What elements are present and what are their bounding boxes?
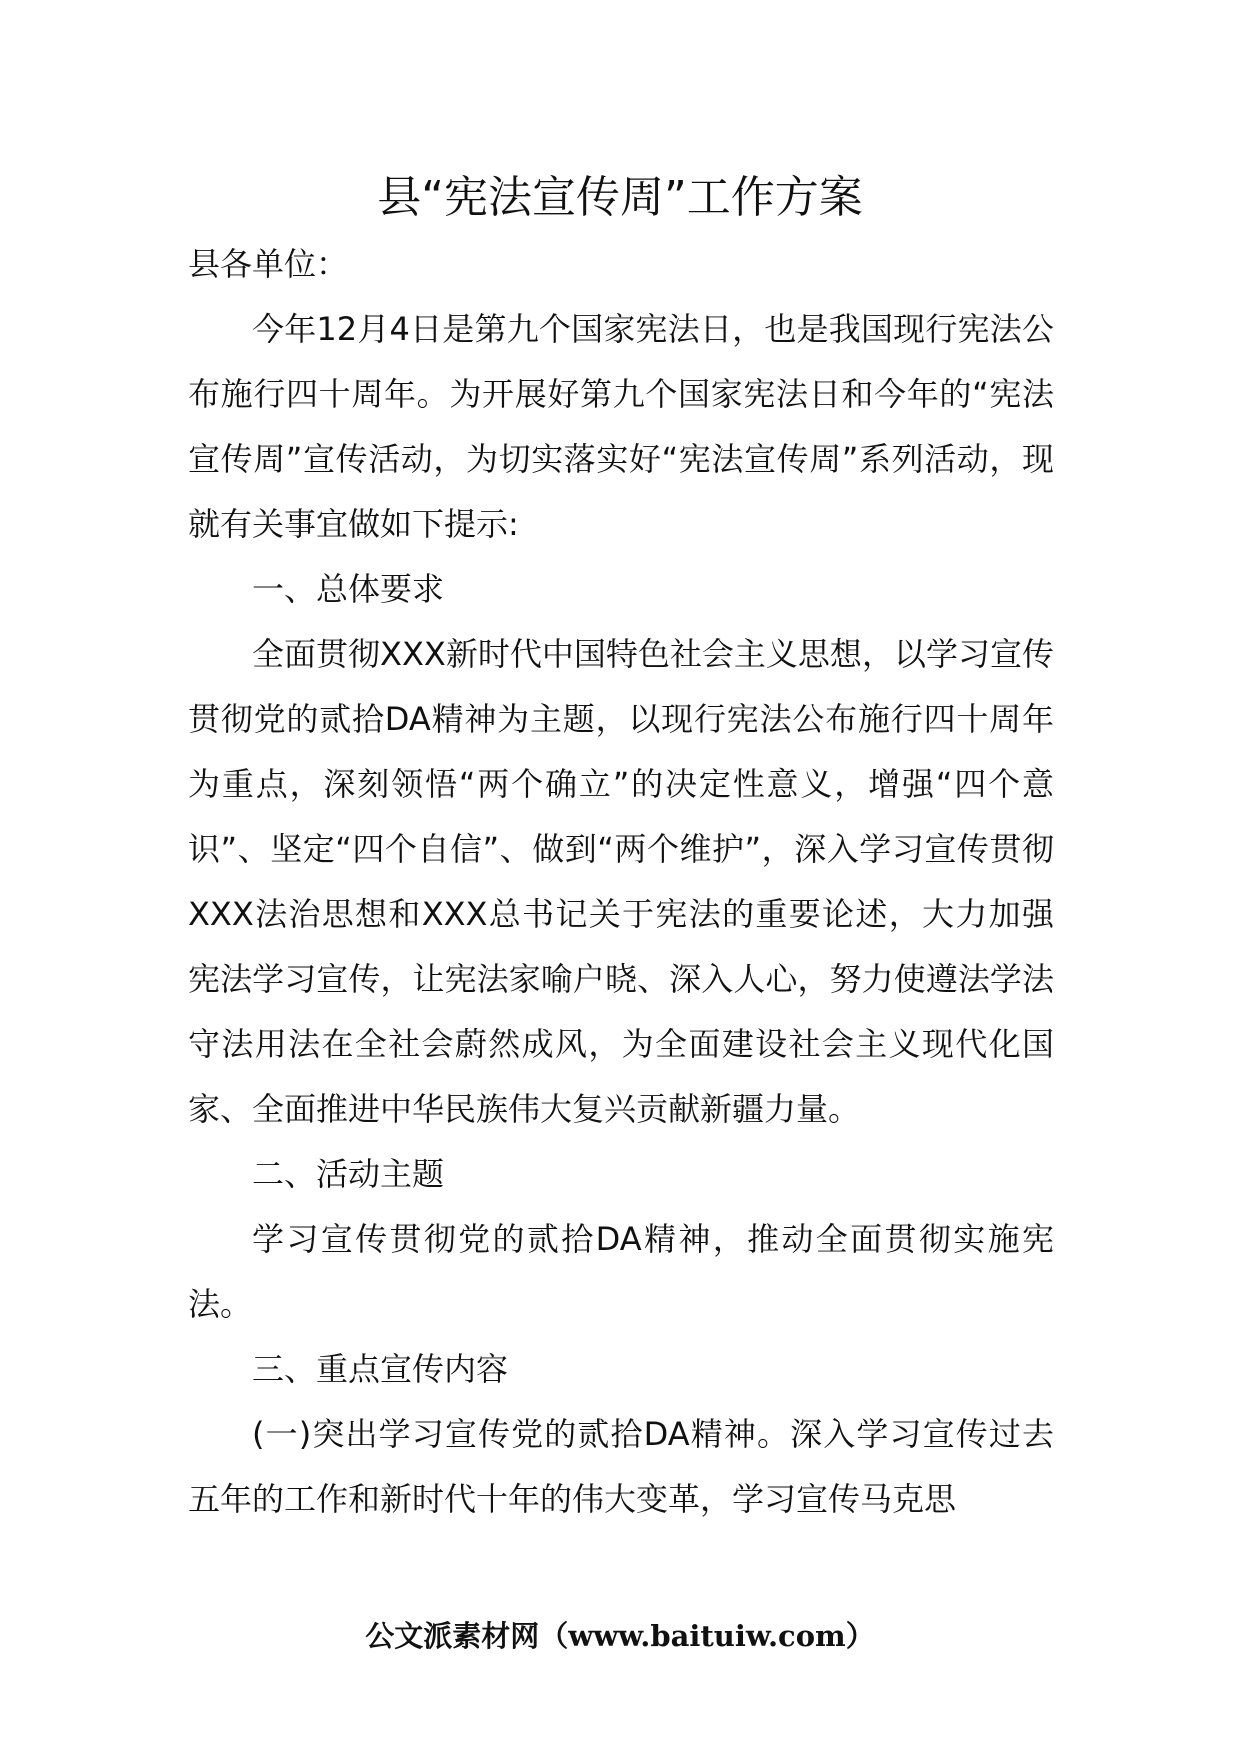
general-requirements-paragraph: 全面贯彻XXX新时代中国特色社会主义思想，以学习宣传贯彻党的贰拾DA精神为主题，以现行宪法公布施行四十周年为重点，深刻领悟“两个确立”的决定性意义，增强“四个意识”、坚定“四个自信”、做到“两个维护”，深入学习宣传贯彻XXX法治思想和XXX总书记关于宪法的重要论述，大力加强宪法学习宣传，让宪法家喻户晓、深入人心，努力使遵法学法守法用法在全社会蔚然成风，为全面建设社会主义现代化国家、全面推进中华民族伟大复兴贡献新疆力量。 xyxy=(188,635,1054,1128)
intro-paragraph: 今年12月4日是第九个国家宪法日，也是我国现行宪法公布施行四十周年。为开展好第九个国家宪法日和今年的“宪法宣传周”宣传活动，为切实落实好“宪法宣传周”系列活动，现就有关事宜做如下提示: xyxy=(188,310,1054,543)
key-content-paragraph: (一)突出学习宣传党的贰拾DA精神。深入学习宣传过去五年的工作和新时代十年的伟大变革，学习宣传马克思 xyxy=(188,1415,1054,1518)
salutation: 县各单位： xyxy=(188,245,349,283)
footer-watermark: 公文派素材网（www.baituiw.com） xyxy=(365,1619,875,1653)
activity-theme-paragraph: 学习宣传贯彻党的贰拾DA精神，推动全面贯彻实施宪法。 xyxy=(188,1220,1054,1323)
section-heading-general-requirements: 一、总体要求 xyxy=(252,570,445,608)
section-heading-activity-theme: 二、活动主题 xyxy=(252,1155,445,1193)
section-heading-key-content: 三、重点宣传内容 xyxy=(252,1350,509,1388)
document-title: 县“宪法宣传周”工作方案 xyxy=(377,172,863,223)
document-body xyxy=(188,232,1054,1532)
